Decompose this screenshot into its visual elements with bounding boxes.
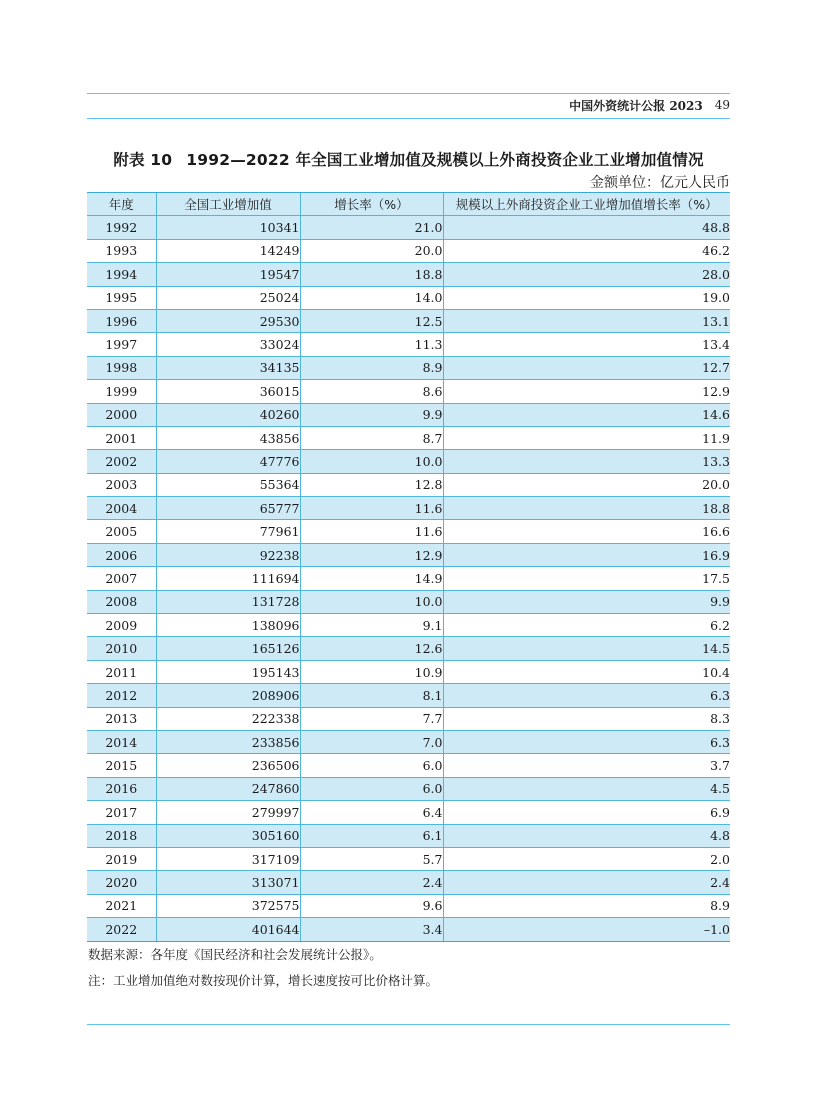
publication-title: 中国外资统计公报 2023 <box>569 98 703 113</box>
cell-foreign-growth-rate: 8.9 <box>443 894 730 917</box>
cell-year: 1992 <box>87 216 156 239</box>
cell-foreign-growth-rate: 13.4 <box>443 333 730 356</box>
cell-industrial-value: 34135 <box>156 356 300 379</box>
cell-growth-rate: 9.9 <box>300 403 443 426</box>
cell-industrial-value: 208906 <box>156 684 300 707</box>
table-row <box>87 497 730 520</box>
cell-industrial-value: 165126 <box>156 637 300 660</box>
cell-growth-rate: 11.6 <box>300 520 443 543</box>
cell-growth-rate: 10.0 <box>300 590 443 613</box>
cell-industrial-value: 19547 <box>156 263 300 286</box>
column-header-growth-rate: 增长率（%） <box>300 193 443 216</box>
data-table <box>87 192 730 942</box>
table-row <box>87 263 730 286</box>
cell-growth-rate: 11.3 <box>300 333 443 356</box>
cell-industrial-value: 36015 <box>156 380 300 403</box>
table-row <box>87 286 730 309</box>
table-row <box>87 403 730 426</box>
cell-growth-rate: 14.0 <box>300 286 443 309</box>
cell-foreign-growth-rate: 18.8 <box>443 497 730 520</box>
table-row <box>87 707 730 730</box>
page-number: 49 <box>714 98 730 112</box>
cell-industrial-value: 29530 <box>156 309 300 332</box>
cell-growth-rate: 12.6 <box>300 637 443 660</box>
table-row <box>87 216 730 239</box>
cell-growth-rate: 9.6 <box>300 894 443 917</box>
cell-growth-rate: 21.0 <box>300 216 443 239</box>
header-rule-top <box>87 93 730 94</box>
source-note: 数据来源：各年度《国民经济和社会发展统计公报》。 <box>88 947 382 962</box>
cell-foreign-growth-rate: 13.1 <box>443 309 730 332</box>
table-row <box>87 754 730 777</box>
cell-industrial-value: 372575 <box>156 894 300 917</box>
table-row <box>87 801 730 824</box>
cell-growth-rate: 8.1 <box>300 684 443 707</box>
cell-industrial-value: 14249 <box>156 239 300 262</box>
table-title-text: 1992—2022 年全国工业增加值及规模以上外商投资企业工业增加值情况 <box>186 151 704 169</box>
cell-industrial-value: 222338 <box>156 707 300 730</box>
cell-year: 2020 <box>87 871 156 894</box>
cell-industrial-value: 195143 <box>156 660 300 683</box>
cell-growth-rate: 5.7 <box>300 847 443 870</box>
table-label: 附表 10 <box>113 151 173 169</box>
cell-growth-rate: 6.0 <box>300 777 443 800</box>
cell-year: 1998 <box>87 356 156 379</box>
cell-industrial-value: 10341 <box>156 216 300 239</box>
cell-year: 2021 <box>87 894 156 917</box>
cell-growth-rate: 12.8 <box>300 473 443 496</box>
cell-year: 2006 <box>87 543 156 566</box>
cell-growth-rate: 2.4 <box>300 871 443 894</box>
cell-industrial-value: 138096 <box>156 614 300 637</box>
cell-industrial-value: 401644 <box>156 918 300 941</box>
cell-year: 2010 <box>87 637 156 660</box>
cell-growth-rate: 20.0 <box>300 239 443 262</box>
cell-industrial-value: 247860 <box>156 777 300 800</box>
table-title <box>87 148 730 170</box>
cell-growth-rate: 10.0 <box>300 450 443 473</box>
cell-growth-rate: 12.5 <box>300 309 443 332</box>
cell-foreign-growth-rate: 6.9 <box>443 801 730 824</box>
cell-foreign-growth-rate: 14.5 <box>443 637 730 660</box>
table-row <box>87 543 730 566</box>
running-header <box>87 96 730 114</box>
cell-industrial-value: 279997 <box>156 801 300 824</box>
cell-growth-rate: 14.9 <box>300 567 443 590</box>
cell-foreign-growth-rate: 12.7 <box>443 356 730 379</box>
cell-foreign-growth-rate: 6.3 <box>443 684 730 707</box>
column-header-industrial-value: 全国工业增加值 <box>156 193 300 216</box>
cell-year: 2016 <box>87 777 156 800</box>
cell-foreign-growth-rate: 6.2 <box>443 614 730 637</box>
cell-year: 1993 <box>87 239 156 262</box>
cell-year: 2002 <box>87 450 156 473</box>
cell-industrial-value: 43856 <box>156 426 300 449</box>
cell-industrial-value: 33024 <box>156 333 300 356</box>
table-row <box>87 356 730 379</box>
cell-foreign-growth-rate: 12.9 <box>443 380 730 403</box>
cell-year: 1994 <box>87 263 156 286</box>
cell-foreign-growth-rate: 14.6 <box>443 403 730 426</box>
table-row <box>87 473 730 496</box>
cell-year: 2011 <box>87 660 156 683</box>
table-row <box>87 380 730 403</box>
unit-note: 金额单位：亿元人民币 <box>590 175 730 191</box>
cell-foreign-growth-rate: 19.0 <box>443 286 730 309</box>
table-row <box>87 426 730 449</box>
cell-year: 2004 <box>87 497 156 520</box>
cell-industrial-value: 313071 <box>156 871 300 894</box>
cell-foreign-growth-rate: 28.0 <box>443 263 730 286</box>
cell-industrial-value: 47776 <box>156 450 300 473</box>
table-row <box>87 637 730 660</box>
cell-year: 1996 <box>87 309 156 332</box>
cell-growth-rate: 6.1 <box>300 824 443 847</box>
header-rule-bottom <box>87 118 730 119</box>
cell-growth-rate: 8.7 <box>300 426 443 449</box>
table-row <box>87 871 730 894</box>
table-row <box>87 918 730 941</box>
cell-year: 1997 <box>87 333 156 356</box>
cell-foreign-growth-rate: 10.4 <box>443 660 730 683</box>
table-row <box>87 894 730 917</box>
table-row <box>87 309 730 332</box>
table-body <box>87 216 730 941</box>
table-row <box>87 614 730 637</box>
cell-industrial-value: 40260 <box>156 403 300 426</box>
cell-foreign-growth-rate: –1.0 <box>443 918 730 941</box>
table-row <box>87 590 730 613</box>
cell-growth-rate: 6.4 <box>300 801 443 824</box>
cell-foreign-growth-rate: 11.9 <box>443 426 730 449</box>
cell-industrial-value: 65777 <box>156 497 300 520</box>
cell-foreign-growth-rate: 17.5 <box>443 567 730 590</box>
table-row <box>87 777 730 800</box>
cell-growth-rate: 10.9 <box>300 660 443 683</box>
cell-year: 2009 <box>87 614 156 637</box>
cell-growth-rate: 7.0 <box>300 730 443 753</box>
cell-year: 2018 <box>87 824 156 847</box>
cell-year: 2017 <box>87 801 156 824</box>
cell-year: 2015 <box>87 754 156 777</box>
table-row <box>87 684 730 707</box>
cell-growth-rate: 8.6 <box>300 380 443 403</box>
cell-year: 2007 <box>87 567 156 590</box>
cell-industrial-value: 92238 <box>156 543 300 566</box>
cell-industrial-value: 77961 <box>156 520 300 543</box>
cell-industrial-value: 25024 <box>156 286 300 309</box>
cell-year: 2008 <box>87 590 156 613</box>
cell-year: 2022 <box>87 918 156 941</box>
table-row <box>87 660 730 683</box>
cell-industrial-value: 111694 <box>156 567 300 590</box>
cell-year: 2019 <box>87 847 156 870</box>
cell-year: 1995 <box>87 286 156 309</box>
cell-growth-rate: 11.6 <box>300 497 443 520</box>
cell-foreign-growth-rate: 6.3 <box>443 730 730 753</box>
cell-year: 2013 <box>87 707 156 730</box>
cell-industrial-value: 131728 <box>156 590 300 613</box>
cell-growth-rate: 12.9 <box>300 543 443 566</box>
cell-foreign-growth-rate: 3.7 <box>443 754 730 777</box>
column-header-year: 年度 <box>87 193 156 216</box>
cell-year: 2003 <box>87 473 156 496</box>
cell-year: 1999 <box>87 380 156 403</box>
cell-foreign-growth-rate: 2.4 <box>443 871 730 894</box>
cell-foreign-growth-rate: 2.0 <box>443 847 730 870</box>
cell-growth-rate: 7.7 <box>300 707 443 730</box>
table-row <box>87 239 730 262</box>
table-row <box>87 450 730 473</box>
cell-year: 2000 <box>87 403 156 426</box>
table-row <box>87 824 730 847</box>
cell-year: 2001 <box>87 426 156 449</box>
cell-growth-rate: 6.0 <box>300 754 443 777</box>
cell-growth-rate: 8.9 <box>300 356 443 379</box>
cell-industrial-value: 55364 <box>156 473 300 496</box>
cell-year: 2012 <box>87 684 156 707</box>
cell-year: 2014 <box>87 730 156 753</box>
cell-industrial-value: 305160 <box>156 824 300 847</box>
table-row <box>87 730 730 753</box>
cell-foreign-growth-rate: 16.6 <box>443 520 730 543</box>
column-header-foreign-growth-rate: 规模以上外商投资企业工业增加值增长率（%） <box>443 193 730 216</box>
cell-growth-rate: 18.8 <box>300 263 443 286</box>
cell-industrial-value: 236506 <box>156 754 300 777</box>
cell-year: 2005 <box>87 520 156 543</box>
cell-foreign-growth-rate: 4.5 <box>443 777 730 800</box>
footnote: 注：工业增加值绝对数按现价计算，增长速度按可比价格计算。 <box>88 973 439 988</box>
cell-growth-rate: 9.1 <box>300 614 443 637</box>
cell-industrial-value: 233856 <box>156 730 300 753</box>
cell-foreign-growth-rate: 13.3 <box>443 450 730 473</box>
table-row <box>87 847 730 870</box>
cell-growth-rate: 3.4 <box>300 918 443 941</box>
cell-foreign-growth-rate: 9.9 <box>443 590 730 613</box>
cell-foreign-growth-rate: 4.8 <box>443 824 730 847</box>
cell-foreign-growth-rate: 48.8 <box>443 216 730 239</box>
table-row <box>87 567 730 590</box>
cell-foreign-growth-rate: 46.2 <box>443 239 730 262</box>
cell-foreign-growth-rate: 20.0 <box>443 473 730 496</box>
cell-industrial-value: 317109 <box>156 847 300 870</box>
cell-foreign-growth-rate: 16.9 <box>443 543 730 566</box>
table-header-row <box>87 193 730 216</box>
cell-foreign-growth-rate: 8.3 <box>443 707 730 730</box>
table-row <box>87 333 730 356</box>
table-row <box>87 520 730 543</box>
footer-rule <box>87 1024 730 1025</box>
